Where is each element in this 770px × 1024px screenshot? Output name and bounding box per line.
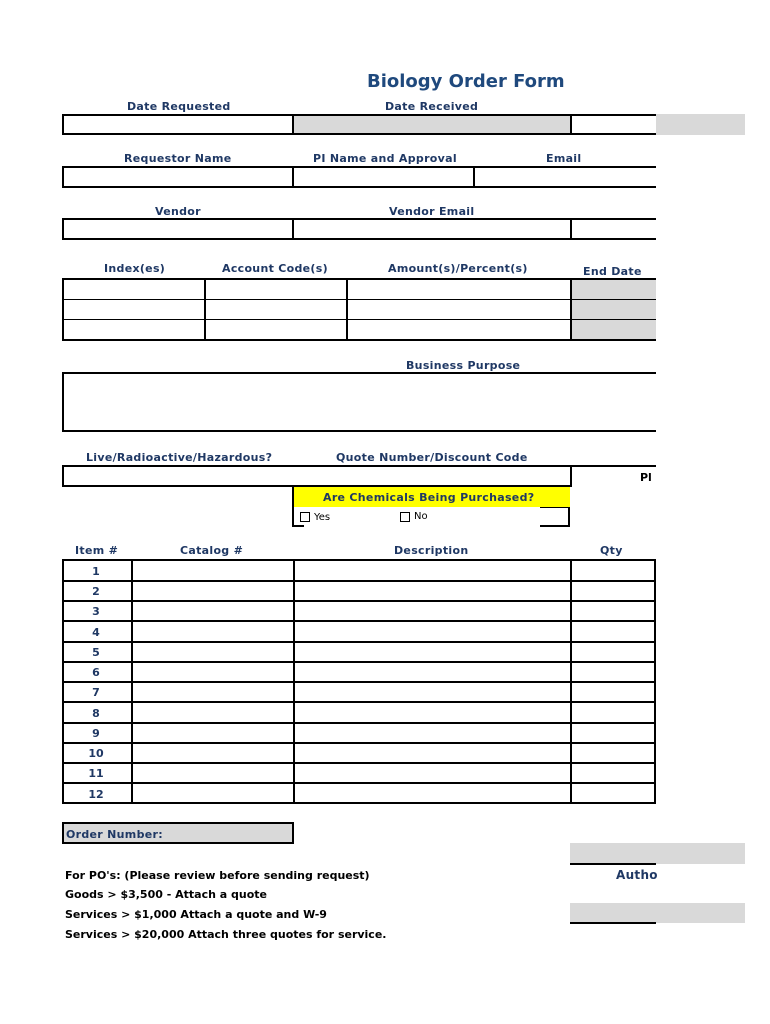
- vendor-email-field[interactable]: [292, 218, 572, 240]
- item-number: 1: [92, 565, 100, 578]
- po-note-goods: Goods > $3,500 - Attach a quote: [65, 888, 267, 901]
- auth-signature-cell[interactable]: [570, 903, 745, 923]
- signature-date-cell[interactable]: [570, 843, 745, 864]
- label-email: Email: [546, 152, 582, 165]
- yes-checkbox[interactable]: [300, 512, 310, 522]
- date-received-field[interactable]: [292, 114, 572, 135]
- label-indexes: Index(es): [104, 262, 166, 275]
- item-number: 6: [92, 666, 100, 679]
- hazard-quote-field[interactable]: [62, 465, 572, 487]
- label-chemicals: Are Chemicals Being Purchased?: [323, 491, 535, 504]
- item-number: 5: [92, 646, 100, 659]
- accounts-table: [62, 278, 656, 341]
- item-number: 4: [92, 626, 100, 639]
- label-item-no: Item #: [75, 544, 119, 557]
- pi-name-field[interactable]: [292, 166, 475, 188]
- vendor-field[interactable]: [62, 218, 294, 240]
- business-purpose-field[interactable]: [62, 372, 656, 432]
- label-pi-name: PI Name and Approval: [313, 152, 457, 165]
- vendor-extra-field[interactable]: [570, 218, 656, 240]
- no-checkbox[interactable]: [400, 512, 410, 522]
- date-requested-field[interactable]: [62, 114, 294, 135]
- label-order-number: Order Number:: [66, 828, 163, 841]
- requestor-name-field[interactable]: [62, 166, 294, 188]
- form-title: Biology Order Form: [367, 71, 565, 92]
- order-number-field[interactable]: [62, 822, 294, 844]
- label-live-radioactive: Live/Radioactive/Hazardous?: [86, 451, 273, 464]
- label-vendor-email: Vendor Email: [389, 205, 475, 218]
- item-number: 8: [92, 707, 100, 720]
- item-number: 2: [92, 585, 100, 598]
- item-number: 12: [88, 788, 104, 801]
- item-number: 7: [92, 686, 100, 699]
- item-number: 10: [88, 747, 104, 760]
- item-number: 3: [92, 605, 100, 618]
- po-note-title: For PO's: (Please review before sending request): [65, 869, 370, 882]
- label-requestor-name: Requestor Name: [124, 152, 232, 165]
- label-qty: Qty: [600, 544, 623, 557]
- yes-label: Yes: [314, 512, 331, 523]
- label-description: Description: [394, 544, 469, 557]
- no-label: No: [414, 511, 428, 522]
- end-date-column[interactable]: [570, 280, 656, 339]
- date-extra-field[interactable]: [570, 114, 656, 135]
- label-account-codes: Account Code(s): [222, 262, 328, 275]
- auth-fragment: Autho: [616, 868, 658, 882]
- label-business-purpose: Business Purpose: [406, 359, 521, 372]
- date-overflow-cell: [656, 114, 745, 135]
- label-vendor: Vendor: [155, 205, 201, 218]
- label-quote-number: Quote Number/Discount Code: [336, 451, 528, 464]
- item-number: 9: [92, 727, 100, 740]
- email-field[interactable]: [473, 166, 656, 188]
- pl-fragment: Pl: [640, 471, 652, 484]
- label-amounts: Amount(s)/Percent(s): [388, 262, 528, 275]
- item-number: 11: [88, 767, 104, 780]
- po-note-services: Services > $1,000 Attach a quote and W-9: [65, 908, 327, 921]
- label-end-date: End Date: [583, 265, 642, 278]
- chemicals-banner: [293, 487, 570, 507]
- label-catalog-no: Catalog #: [180, 544, 244, 557]
- items-table: [62, 559, 656, 804]
- label-date-received: Date Received: [385, 100, 479, 113]
- label-date-requested: Date Requested: [127, 100, 231, 113]
- po-note-services-large: Services > $20,000 Attach three quotes for service.: [65, 928, 387, 941]
